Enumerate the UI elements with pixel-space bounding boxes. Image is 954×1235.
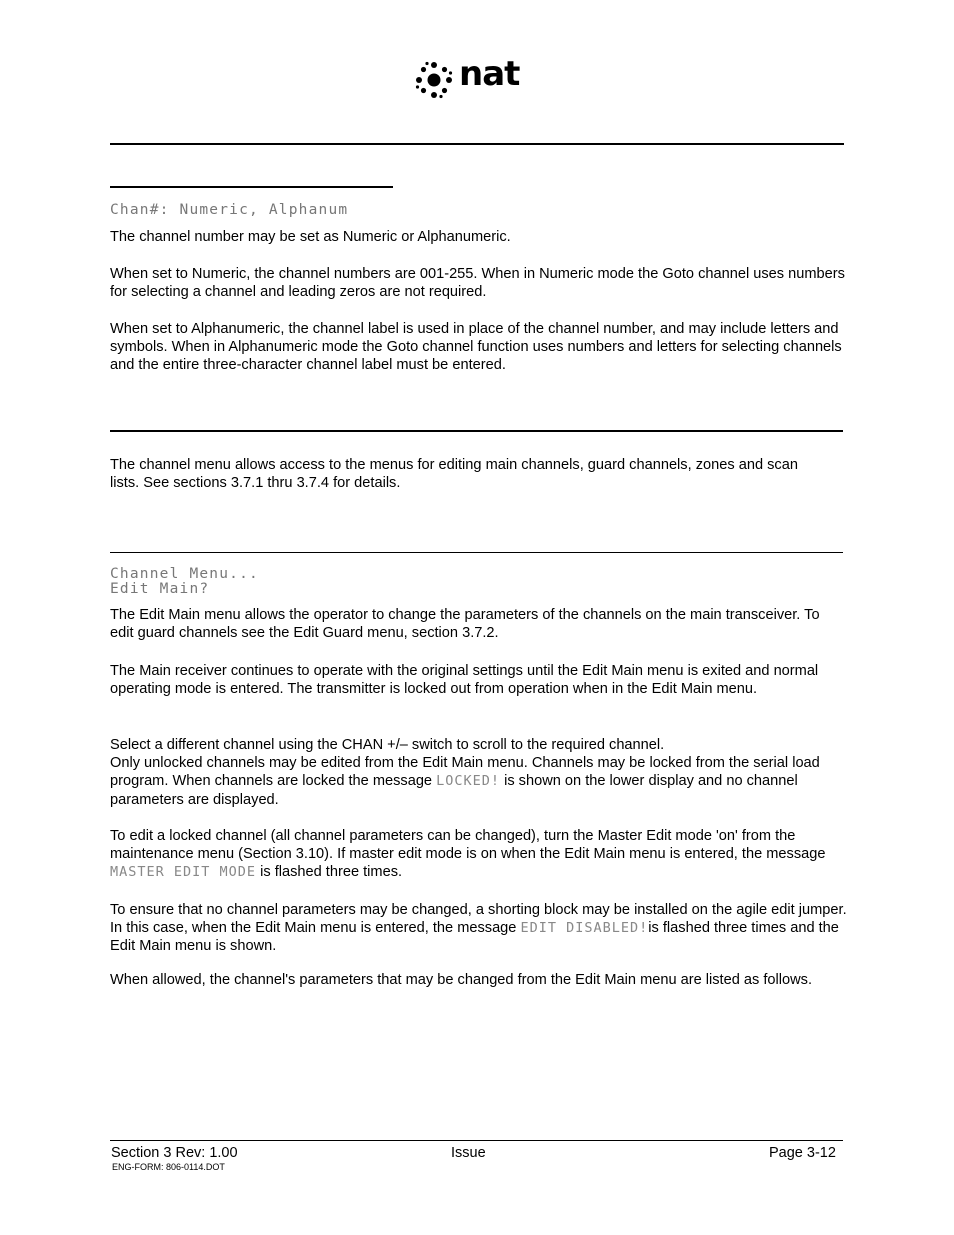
text-run: is flashed three times and the Edit Main menu is shown.	[110, 920, 839, 955]
section-divider	[110, 430, 843, 432]
paragraph: When set to Numeric, the channel numbers are 001-255. When in Numeric mode the Goto channel uses numbers for selecting a channel and leading zeros are not required.	[110, 266, 845, 301]
display-chan-format	[110, 203, 348, 218]
paragraph: The Main receiver continues to operate with the original settings until the Edit Main menu is exited and normal operating mode is entered. The transmitter is locked out from operation when in the Edit Main menu.	[110, 663, 819, 698]
footer-issue: Issue	[451, 1145, 486, 1161]
footer-page-number: Page 3-12	[769, 1145, 836, 1161]
header-divider	[110, 143, 844, 145]
display-line-2: Edit Main?	[110, 581, 210, 597]
section-divider	[110, 552, 843, 553]
text-run: To ensure that no channel parameters may be changed, a shorting block may be installed on the agile edit jumper. In this case, when the Edit Main menu is entered, the message	[110, 902, 847, 937]
paragraph-text	[110, 754, 845, 809]
paragraph-line: Select a different channel using the CHAN +/– switch to scroll to the required channel.	[110, 737, 665, 753]
logo-wordmark: nat	[459, 54, 520, 94]
display-text: Chan#: Numeric, Alphanum	[110, 202, 349, 218]
paragraph: The Edit Main menu allows the operator to change the parameters of the channels on the main transceiver. To edit guard channels see the Edit Guard menu, section 3.7.2.	[110, 607, 820, 642]
text-run: Only unlocked channels may be edited from the Edit Main menu. Channels may be locked from the serial load program. When channels are locked the message	[110, 755, 820, 790]
text-run: To edit a locked channel (all channel parameters can be changed), turn the Master Edit mode 'on' from the maintenance menu (Section 3.10). If master edit mode is on when the Edit Main menu is entered, the message	[110, 828, 826, 863]
starburst-logo-icon	[414, 60, 454, 100]
paragraph	[110, 901, 850, 956]
lcd-message-edit-disabled: EDIT DISABLED!	[520, 920, 649, 937]
paragraph	[110, 827, 845, 882]
paragraph: When allowed, the channel's parameters that may be changed from the Edit Main menu are listed as follows.	[110, 972, 813, 988]
paragraph: The channel menu allows access to the menus for editing main channels, guard channels, zones and scan lists. See sections 3.7.1 thru 3.7.4 for details.	[110, 457, 798, 492]
display-line-1: Channel Menu...	[110, 566, 259, 582]
subsection-divider	[110, 186, 393, 188]
paragraph: When set to Alphanumeric, the channel label is used in place of the channel number, and may include letters and symbols. When in Alphanumeric mode the Goto channel function uses numbers and letters for selecting channels and the entire three-character channel label must be entered.	[110, 321, 842, 374]
text-run: is flashed three times.	[256, 864, 403, 881]
footer-form-id: ENG-FORM: 806-0114.DOT	[112, 1162, 225, 1172]
paragraph: The channel number may be set as Numeric or Alphanumeric.	[110, 229, 511, 245]
lcd-message-master-edit: MASTER EDIT MODE	[110, 864, 257, 881]
text-run: is shown on the lower display and no channel parameters are displayed.	[110, 773, 798, 808]
company-logo	[414, 54, 544, 100]
lcd-message-locked: LOCKED!	[436, 773, 501, 790]
footer-divider	[110, 1140, 843, 1141]
footer-section-rev: Section 3 Rev: 1.00	[111, 1145, 238, 1161]
display-channel-menu	[110, 567, 259, 597]
paragraph	[110, 736, 845, 809]
